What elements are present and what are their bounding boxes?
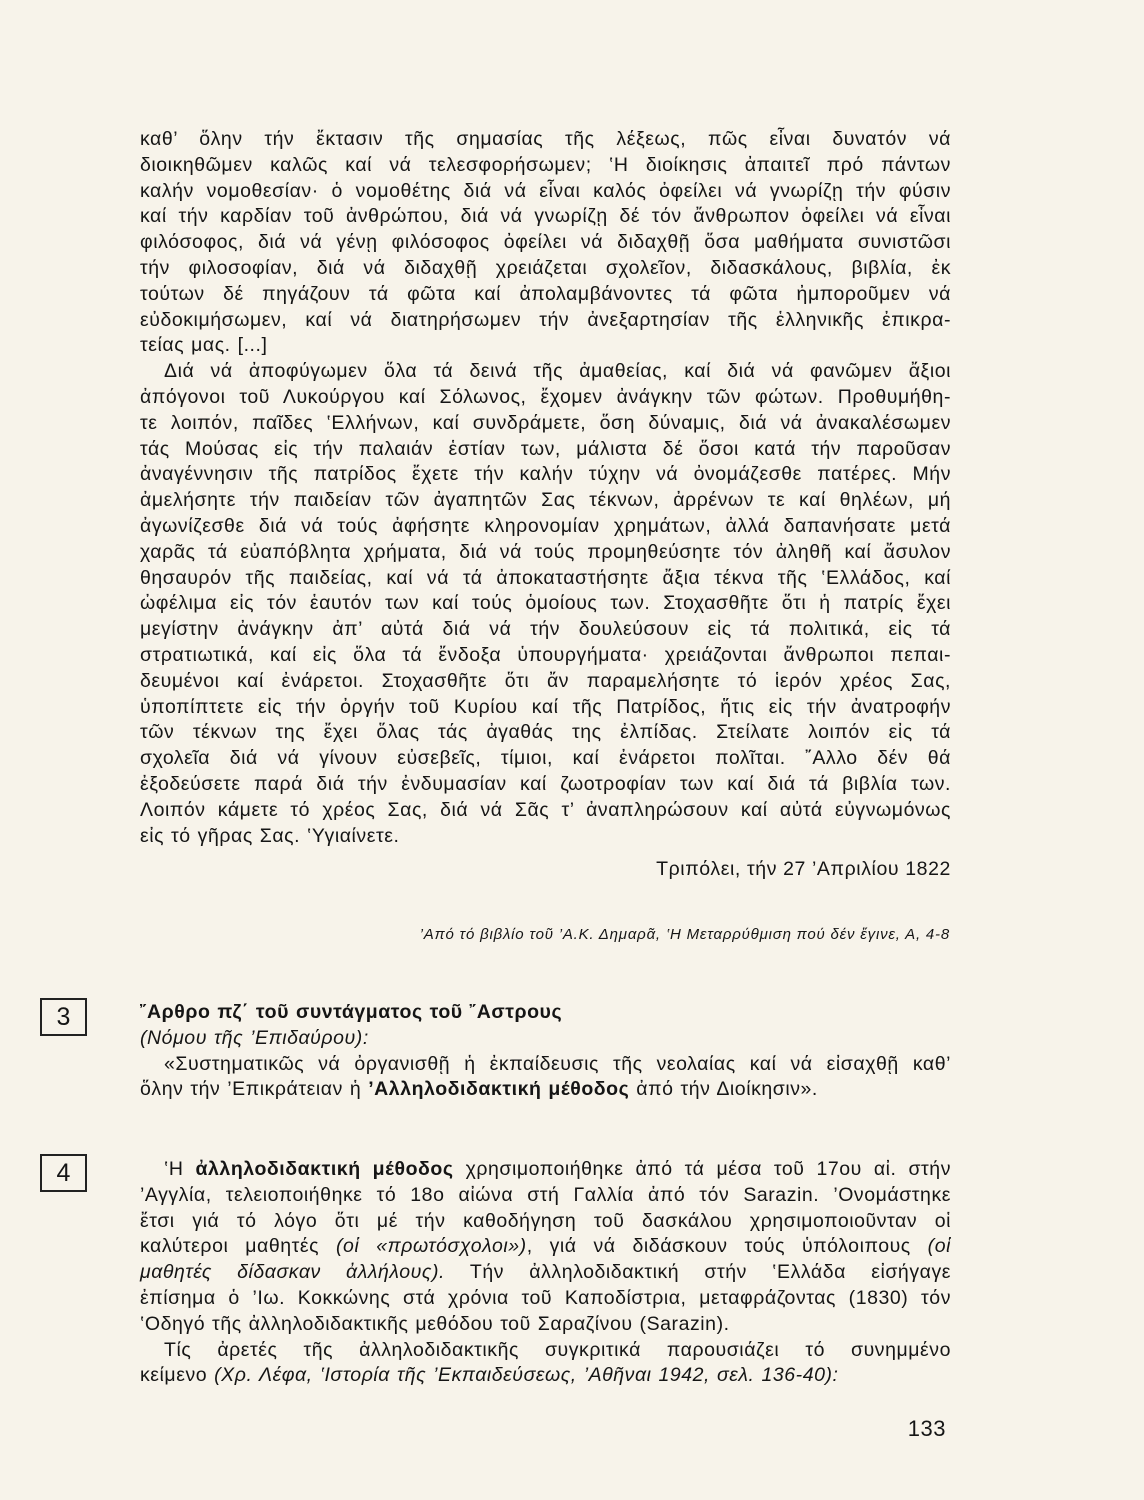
letter-line: δευμένοι καί ἐνάρετοι. Στοχασθῆτε ὅτι ἄν παραμελήσητε τό ἱερόν χρέος Σας, <box>140 669 951 692</box>
letter-line: Διά νά ἀποφύγωμεν ὅλα τά δεινά τῆς ἀμαθείας, καί διά νά φανῶμεν ἄξιοι <box>164 360 951 383</box>
method-term: ’Αλληλοδιδακτική μέθοδος <box>368 1078 630 1101</box>
letter-line: τε λοιπόν, παῖδες ‛Ελλήνων, καί συνδράμετε, ὅση δύναμις, διά νά ἀνακαλέσωμεν <box>140 411 951 434</box>
section-3-subheading: (Νόμου τῆς ’Επιδαύρου): <box>140 1026 369 1049</box>
letter-line: ὠφέλιμα εἰς τόν ἑαυτόν των καί τούς ὁμοίους των. Στοχασθῆτε ὅτι ἡ πατρίς ἔχει <box>140 592 951 615</box>
letter-line: ἀγωνίζεσθε διά νά τούς ἀφήσητε κληρονομίαν χρημάτων, ἀλλά δαπανήσατε μετά <box>140 514 951 537</box>
letter-line: διοικηθῶμεν καλῶς καί νά τελεσφορήσωμεν; ‛Η διοίκησις ἀπαιτεῖ πρό πάντων <box>140 153 951 176</box>
letter-line: τείας μας. [...] <box>140 334 268 357</box>
letter-line: τάς Μούσας εἰς τήν παλαιάν ἑστίαν των, μάλιστα δέ ὅσοι κατά τήν παροῦσαν <box>140 437 951 460</box>
letter-line: ὑποπίπτετε εἰς τήν ὀργήν τοῦ Κυρίου καί τῆς Πατρίδος, ἥτις εἰς τήν ἀνατροφήν <box>140 695 951 718</box>
section-4 <box>140 1157 951 1389</box>
letter-line: φιλόσοφος, διά νά γένῃ φιλόσοφος ὀφείλει νά διδαχθῇ ὅσα μαθήματα συνιστῶσι <box>140 231 951 254</box>
section-4-line: κείμενο (Χρ. Λέφα, ‛Ιστορία τῆς ’Εκπαιδεύσεως, ’Αθῆναι 1942, σελ. 136-40): <box>140 1364 839 1387</box>
section-4-line: μαθητές δίδασκαν ἀλλήλους). Τήν ἀλληλοδιδακτική στήν ‛Ελλάδα εἰσήγαγε <box>140 1261 951 1284</box>
method-term: ἀλληλοδιδακτική μέθοδος <box>195 1158 454 1180</box>
letter-line: τῶν τέκνων της ἔχει ὅλας τάς ἀγαθάς της ἐλπίδας. Στείλατε λοιπόν εἰς τά <box>140 721 951 744</box>
section-4-line: ἐπίσημα ὁ ’Ιω. Κοκκώνης στά χρόνια τοῦ Καποδίστρια, μεταφράζοντας (1830) τόν <box>140 1286 951 1309</box>
section-4-line: ‛Οδηγό τῆς ἀλληλοδιδακτικῆς μεθόδου τοῦ Σαραζίνου (Sarazin). <box>140 1312 730 1335</box>
letter-line: ἀπόγονοι τοῦ Λυκούργου καί Σόλωνος, ἔχομεν ἀνάγκην τῶν φώτων. Προθυμήθη- <box>140 385 951 408</box>
section-number-box: 4 <box>40 1154 87 1192</box>
section-4-line: ‛Η ἀλληλοδιδακτική μέθοδος χρησιμοποιήθηκε ἀπό τά μέσα τοῦ 17ου αἰ. στήν <box>164 1158 952 1180</box>
letter-line: στρατιωτικά, καί εἰς ὅλα τά ἔνδοξα ὑπουργήματα· χρειάζονται ἄνθρωποι πεπαι- <box>140 643 951 666</box>
letter-line: χαρᾶς τά εὐαπόβλητα χρήματα, διά νά τούς προμηθεύσητε τόν ἀληθῆ καί ἄσυλον <box>140 540 951 563</box>
letter-line: ἀμελήσητε τήν παιδείαν τῶν ἀγαπητῶν Σας τέκνων, ἀρρένων τε καί θηλέων, μή <box>140 489 951 512</box>
page-number: 133 <box>907 1416 946 1441</box>
letter-line: σχολεῖα διά νά γίνουν εὐσεβεῖς, τίμιοι, καί ἐνάρετοι πολῖται. ῎Αλλο δέν θά <box>140 747 951 770</box>
section-4-line: Τίς ἀρετές τῆς ἀλληλοδιδακτικῆς συγκριτικά παρουσιάζει τό συνημμένο <box>164 1338 951 1361</box>
section-3 <box>140 1000 951 1103</box>
letter-body <box>140 127 951 849</box>
letter-line: ἐξοδεύσετε παρά διά τήν ἐνδυμασίαν καί ζωοτροφίαν των καί διά τά βιβλία των. <box>140 772 951 795</box>
letter-signoff: Τριπόλει, τήν 27 ’Απριλίου 1822 <box>656 858 951 880</box>
section-4-line: καλύτεροι μαθητές (οἱ «πρωτόσχολοι»), γιά νά διδάσκουν τούς ὑπόλοιπους (οἱ <box>140 1235 951 1258</box>
letter-line: μεγίστην ἀνάγκην ἀπ’ αὐτά διά νά τήν δουλεύσουν εἰς τά πολιτικά, εἰς τά <box>140 618 951 641</box>
letter-line: τούτων δέ πηγάζουν τά φῶτα καί ἀπολαμβάνοντες τά φῶτα ἠμποροῦμεν νά <box>140 282 951 305</box>
letter-line: καθ’ ὅλην τήν ἔκτασιν τῆς σημασίας τῆς λέξεως, πῶς εἶναι δυνατόν νά <box>140 128 951 150</box>
source-citation: ’Από τό βιβλίο τοῦ ’Α.Κ. Δημαρᾶ, ‛Η Μεταρρύθμιση πού δέν ἔγινε, Α, 4-8 <box>419 926 950 943</box>
section-3-quote-line: «Συστηματικῶς νά ὀργανισθῇ ἡ ἐκπαίδευσις τῆς νεολαίας καί νά εἰσαχθῇ καθ’ <box>164 1052 951 1075</box>
section-4-line: ’Αγγλία, τελειοποιήθηκε τό 18ο αἰώνα στή Γαλλία ἀπό τόν Sarazin. ’Ονομάστηκε <box>140 1183 951 1206</box>
section-4-line: ἔτσι γιά τό λόγο ὅτι μέ τήν καθοδήγηση τοῦ δασκάλου χρησιμοποιοῦνταν οἱ <box>140 1209 951 1232</box>
letter-line: τήν φιλοσοφίαν, διά νά διδαχθῇ χρειάζεται σχολεῖον, διδασκάλους, βιβλία, ἐκ <box>140 256 951 279</box>
letter-line: καλήν νομοθεσίαν· ὁ νομοθέτης διά νά εἶναι καλός ὀφείλει νά γνωρίζῃ τήν φύσιν <box>140 179 951 202</box>
section-number-box: 3 <box>40 998 87 1036</box>
section-3-quote-line: ὅλην τήν ’Επικράτειαν ἡ ’Αλληλοδιδακτική μέθοδος ἀπό τήν Διοίκησιν». <box>140 1078 818 1101</box>
letter-line: Λοιπόν κάμετε τό χρέος Σας, διά νά Σᾶς τ’ ἀναπληρώσουν καί αὐτά εὐγνωμόνως <box>140 798 951 821</box>
letter-line: θησαυρόν τῆς παιδείας, καί νά τά ἀποκαταστήσητε ἄξια τέκνα τῆς ‛Ελλάδος, καί <box>140 566 951 589</box>
section-3-heading: ῎Αρθρο πζ΄ τοῦ συντάγματος τοῦ ῎Αστρους <box>140 1001 563 1023</box>
letter-line: εὐδοκιμήσωμεν, καί νά διατηρήσωμεν τήν ἀνεξαρτησίαν τῆς ἑλληνικῆς ἐπικρα- <box>140 308 951 331</box>
letter-line: εἰς τό γῆρας Σας. ‛Υγιαίνετε. <box>140 824 400 847</box>
letter-line: καί τήν καρδίαν τοῦ ἀνθρώπου, διά νά γνωρίζῃ δέ τόν ἄνθρωπον ὀφείλει νά εἶναι <box>140 205 951 228</box>
letter-line: ἀναγέννησιν τῆς πατρίδος ἔχετε τήν καλήν τύχην νά ὀνομάζεσθε πατέρες. Μήν <box>140 463 951 486</box>
